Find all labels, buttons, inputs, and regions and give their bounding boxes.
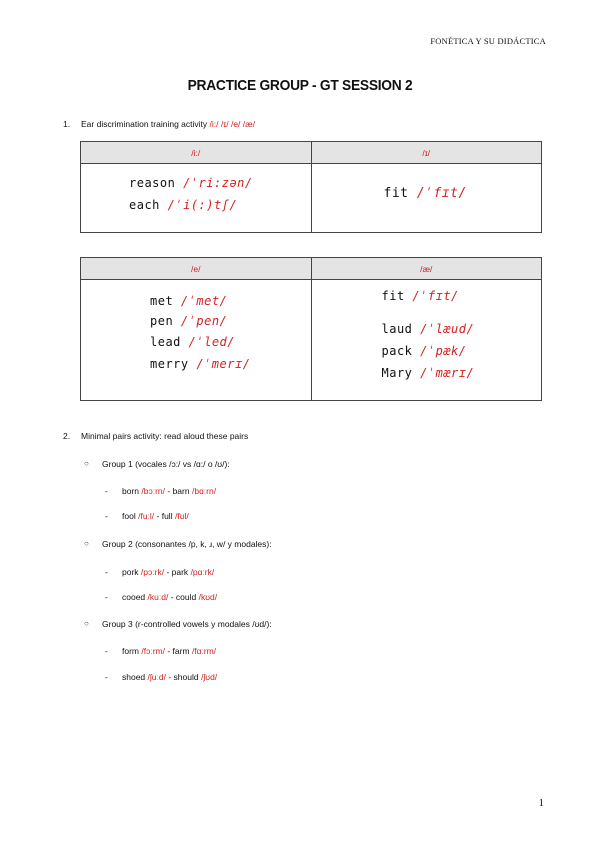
group-1-label: Group 1 (vocales /ɔ:/ vs /ɑ:/ o /ʊ/): [102, 459, 230, 469]
running-header: FONÉTICA Y SU DIDÁCTICA [430, 36, 546, 46]
table1-header-2: /ɪ/ [311, 142, 542, 164]
table1-entry: each /ˈi(:)tʃ/ [129, 198, 238, 212]
page-title: PRACTICE GROUP - GT SESSION 2 [187, 77, 413, 94]
pair-item: cooed /kuːd/ - could /kʊd/ [122, 592, 218, 602]
table1-entry: reason /ˈri:zən/ [129, 176, 253, 190]
table2-entry: Mary /ˈmærɪ/ [381, 366, 475, 380]
pair-item: pork /pɔːrk/ - park /pɑːrk/ [122, 567, 215, 577]
table2-entry: merry /ˈmerɪ/ [150, 357, 251, 371]
section-1-sounds: /i:/ /ɪ/ /e/ /æ/ [209, 119, 256, 129]
vowel-table-2 [80, 257, 542, 401]
section-2-label: Minimal pairs activity: read aloud these pairs [81, 431, 249, 441]
section-2-number: 2. [63, 431, 71, 441]
pair-item: born /bɔːrn/ - barn /bɑːrn/ [122, 486, 217, 496]
vowel-table-1 [80, 141, 542, 233]
dash-bullet-icon: - [105, 486, 108, 496]
dash-bullet-icon: - [105, 567, 108, 577]
table2-entry: lead /ˈled/ [150, 335, 235, 349]
section-1-number: 1. [63, 119, 71, 129]
table2-header-2: /æ/ [311, 258, 542, 280]
group-3-label: Group 3 (r-controlled vowels y modales /ʊd/): [102, 619, 272, 629]
section-1-label: Ear discrimination training activity [81, 119, 208, 129]
dash-bullet-icon: - [105, 672, 108, 682]
pair-item: form /fɔːrm/ - farm /fɑːrm/ [122, 646, 217, 656]
group-2-label: Group 2 (consonantes /p, k, ɹ, w/ y modales): [102, 539, 272, 549]
bullet-circle-icon: ○ [84, 539, 89, 548]
dash-bullet-icon: - [105, 511, 108, 521]
table1-entry: fit /ˈfɪt/ [383, 186, 467, 201]
bullet-circle-icon: ○ [84, 459, 89, 468]
bullet-circle-icon: ○ [84, 619, 89, 628]
table2-entry: laud /ˈlæud/ [381, 322, 475, 336]
table2-header-1: /e/ [81, 258, 312, 280]
table2-entry: met /ˈmet/ [150, 294, 228, 308]
dash-bullet-icon: - [105, 592, 108, 602]
table2-entry: pen /ˈpen/ [150, 314, 228, 328]
page-number: 1 [538, 797, 544, 809]
pair-item: shoed /ʃuːd/ - should /ʃʊd/ [122, 672, 218, 682]
table1-header-1: /i:/ [81, 142, 312, 164]
dash-bullet-icon: - [105, 646, 108, 656]
table2-entry: fit /ˈfɪt/ [381, 289, 459, 303]
table2-entry: pack /ˈpæk/ [381, 344, 467, 358]
pair-item: fool /fuːl/ - full /fʊl/ [122, 511, 189, 521]
